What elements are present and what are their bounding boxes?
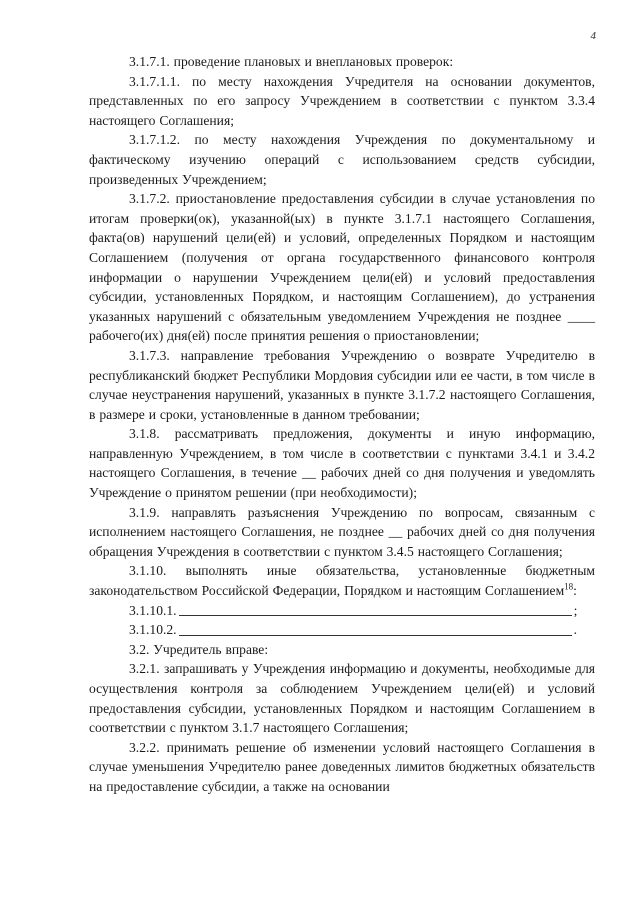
paragraph-3-1-10-text: 3.1.10. выполнять иные обязательства, установленные бюджетным законодательством Российской Федерации, Порядком и настоящим Соглашением xyxy=(89,563,595,599)
paragraph-3-2-2: 3.2.2. принимать решение об изменении условий настоящего Соглашения в случае уменьшения Учредителю ранее доведенных лимитов бюджетных обязательств на предоставление субсидии, а также на основании xyxy=(89,739,595,794)
page-number: 4 xyxy=(590,30,596,42)
paragraph-3-1-10 xyxy=(89,561,595,600)
document-body xyxy=(89,52,595,797)
blank-item-label: 3.1.10.2. xyxy=(129,622,177,638)
paragraph-3-2-1: 3.2.1. запрашивать у Учреждения информацию и документы, необходимые для осуществления контроля за соблюдением Учреждением цели(ей) и условий предоставления субсидии, установленных Порядком и настоящим Соглашением в соответствии с пунктом 3.1.7 настоящего Соглашения; xyxy=(89,661,595,736)
paragraph-3-1-9: 3.1.9. направлять разъяснения Учреждению по вопросам, связанным с исполнением настоящего Соглашения, не позднее __ рабочих дней со дня получения обращения Учреждения в соответствии с пунктом 3.4.5 настоящего Соглашения; xyxy=(89,504,595,559)
footnote-ref-18: 18 xyxy=(564,581,574,592)
paragraph-3-1-7-2: 3.1.7.2. приостановление предоставления субсидии в случае установления по итогам проверки(ок), указанной(ых) в пункте 3.1.7.1 настоящего Соглашения, факта(ов) нарушений цели(ей) и условий, определенных Порядком и настоящим Соглашением (получения от органа государственного финансового контроля информации о нарушении Учреждением цели(ей) и условий предоставления субсидии, установленных Порядком, и настоящим Соглашением), до устранения указанных нарушений с обязательным уведомлением Учреждения не позднее ____ рабочего(их) дня(ей) после принятия решения о приостановлении; xyxy=(89,191,595,344)
blank-item-3-1-10-1 xyxy=(89,601,595,621)
fill-in-line xyxy=(179,601,572,616)
fill-in-line xyxy=(179,621,572,636)
paragraph-3-1-7-3: 3.1.7.3. направление требования Учреждению о возврате Учредителю в республиканский бюджет Республики Мордовия субсидии или ее части, в том числе в случае неустранения нарушений, указанных в пункте 3.1.7.2 настоящего Соглашения, в размере и сроки, установленные в данном требовании; xyxy=(89,347,595,422)
paragraph-3-1-7-1-1: 3.1.7.1.1. по месту нахождения Учредителя на основании документов, представленных по его запросу Учреждением в соответствии с пунктом 3.3.4 настоящего Соглашения; xyxy=(89,73,595,128)
blank-item-label: 3.1.10.1. xyxy=(129,602,177,618)
blank-item-end: ; xyxy=(573,602,578,618)
paragraph-3-2: 3.2. Учредитель вправе: xyxy=(129,641,269,657)
paragraph-3-1-8: 3.1.8. рассматривать предложения, документы и иную информацию, направленную Учреждением, в том числе в соответствии с пунктами 3.4.1 и 3.4.2 настоящего Соглашения, в течение __ рабочих дней со дня получения и уведомлять Учреждение о принятом решении (при необходимости); xyxy=(89,426,595,501)
blank-item-end: . xyxy=(573,622,577,638)
paragraph-3-1-7-1: 3.1.7.1. проведение плановых и внеплановых проверок: xyxy=(129,54,454,69)
paragraph-3-1-10-suffix: : xyxy=(573,583,577,599)
paragraph-3-1-7-1-2: 3.1.7.1.2. по месту нахождения Учреждения по документальному и фактическому изучению операций с использованием средств субсидии, произведенных Учреждением; xyxy=(89,132,595,187)
blank-item-3-1-10-2 xyxy=(89,620,595,640)
